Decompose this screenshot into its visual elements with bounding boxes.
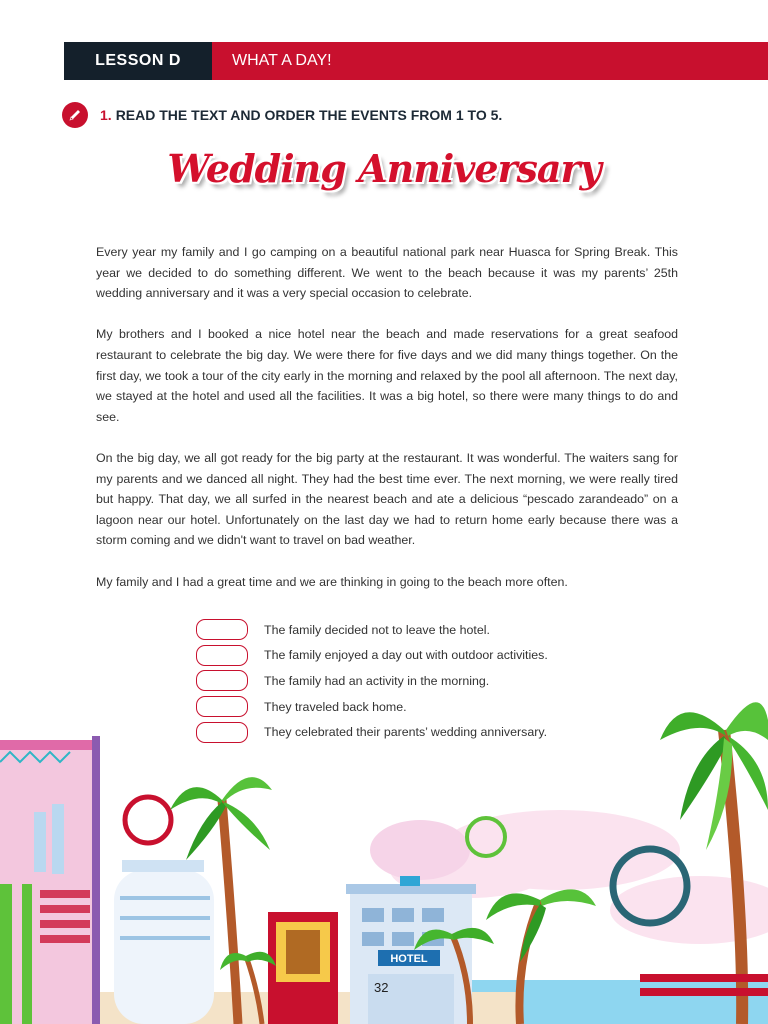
story-paragraph: My brothers and I booked a nice hotel near the beach and made reservations for a great seafood restaurant to celebrate the big day. We were there for five days and we did many things together. On the first day, we took a tour of the city early in the morning and relaxed by the pool all afternoon. The next day, we stayed at the hotel and used all the facilities. It was a big hotel, so there were many things to do and see. bbox=[96, 327, 678, 424]
building-left bbox=[0, 736, 100, 1024]
story-paragraph: My family and I had a great time and we are thinking in going to the beach more often. bbox=[96, 574, 568, 589]
story-title: Wedding Anniversary bbox=[167, 146, 601, 191]
event-order-box[interactable] bbox=[196, 670, 248, 691]
event-label: The family decided not to leave the hotel. bbox=[264, 622, 490, 637]
event-order-box[interactable] bbox=[196, 645, 248, 666]
stripe bbox=[640, 974, 768, 982]
event-item bbox=[196, 668, 548, 694]
event-label: They celebrated their parents’ wedding anniversary. bbox=[264, 725, 548, 740]
instruction-text bbox=[100, 107, 502, 123]
event-item bbox=[196, 617, 548, 643]
event-label: The family had an activity in the morning. bbox=[264, 673, 490, 688]
building-round bbox=[114, 860, 214, 1024]
stripe bbox=[640, 988, 768, 996]
instruction-label: READ THE TEXT AND ORDER THE EVENTS FROM 1 TO 5. bbox=[115, 107, 503, 123]
story-paragraph: Every year my family and I go camping on a beautiful national park near Huasca for Spring Break. This year we decided to do something different. We went to the beach because it was my parents’ 25th wedding anniversary and it was a very special occasion to celebrate. bbox=[96, 245, 678, 301]
beach-illustration bbox=[0, 700, 768, 1024]
event-item bbox=[196, 643, 548, 669]
instruction bbox=[62, 102, 502, 128]
story-paragraph: On the big day, we all got ready for the big party at the restaurant. It was wonderful. The waiters sang for my parents and we danced all night. They had the best time ever. The next morning, we were really tired but happy. That day, we all surfed in the nearest beach and ate a delicious “pescado zarandeado” on a lagoon near our hotel. Unfortunately on the last day we had to return home early because there was a storm coming and we didn't want to travel on bad weather. bbox=[96, 450, 678, 548]
hotel-sign: HOTEL bbox=[390, 953, 428, 965]
lesson-header bbox=[64, 42, 768, 80]
event-label: The family enjoyed a day out with outdoor activities. bbox=[264, 648, 548, 663]
story-text bbox=[96, 242, 678, 613]
pencil-icon bbox=[62, 102, 88, 128]
page-number: 32 bbox=[374, 980, 389, 995]
event-label: They traveled back home. bbox=[264, 699, 407, 714]
event-order-box[interactable] bbox=[196, 619, 248, 640]
instruction-number: 1. bbox=[100, 107, 112, 123]
ring-red bbox=[125, 797, 171, 843]
building-red bbox=[268, 912, 338, 1024]
lesson-tag: LESSON D bbox=[64, 42, 212, 80]
lesson-title: WHAT A DAY! bbox=[212, 42, 768, 80]
